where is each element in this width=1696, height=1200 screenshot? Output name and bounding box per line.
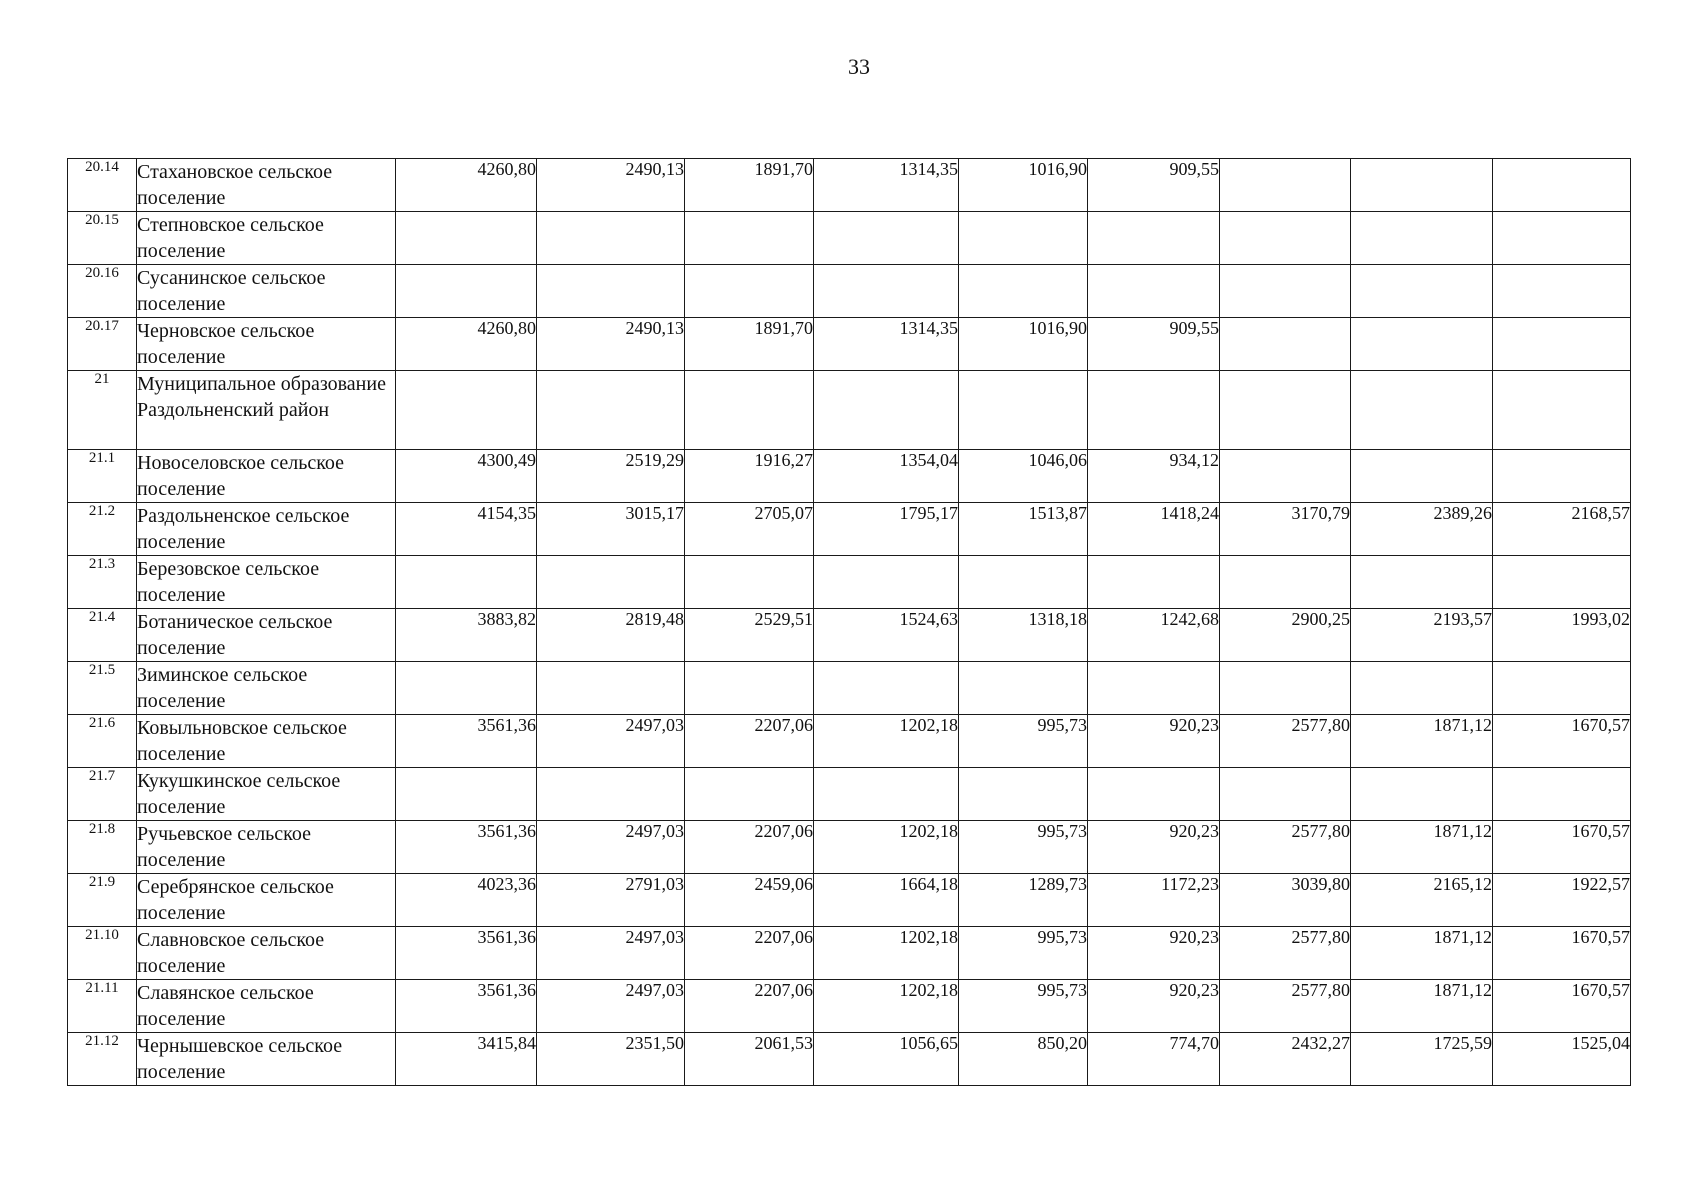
value-cell-col-2: 2519,29 <box>537 450 685 503</box>
value-cell-col-6 <box>1088 265 1220 318</box>
value-cell-col-8: 2165,12 <box>1351 874 1493 927</box>
value-cell-col-9 <box>1493 556 1631 609</box>
value-cell-col-2: 2497,03 <box>537 715 685 768</box>
value-cell-col-3 <box>685 212 814 265</box>
row-number-cell: 21.3 <box>68 556 137 609</box>
settlement-values-table <box>67 158 1631 1086</box>
value-cell-col-2 <box>537 768 685 821</box>
value-cell-col-3: 2705,07 <box>685 503 814 556</box>
value-cell-col-2: 2490,13 <box>537 159 685 212</box>
value-cell-col-9 <box>1493 768 1631 821</box>
table-row <box>68 821 1631 874</box>
settlement-name-cell: Степновское сельское поселение <box>137 212 396 265</box>
settlement-name-cell: Кукушкинское сельское поселение <box>137 768 396 821</box>
settlement-name-cell: Новоселовское сельское поселение <box>137 450 396 503</box>
value-cell-col-4 <box>814 556 959 609</box>
settlement-name-cell: Муниципальное образование Раздольненский район <box>137 371 396 450</box>
value-cell-col-5: 1289,73 <box>959 874 1088 927</box>
value-cell-col-1 <box>396 371 537 450</box>
value-cell-col-8 <box>1351 450 1493 503</box>
value-cell-col-3: 2529,51 <box>685 609 814 662</box>
value-cell-col-3 <box>685 662 814 715</box>
value-cell-col-4: 1795,17 <box>814 503 959 556</box>
value-cell-col-4: 1202,18 <box>814 980 959 1033</box>
value-cell-col-8: 1725,59 <box>1351 1033 1493 1086</box>
value-cell-col-5: 995,73 <box>959 715 1088 768</box>
table-row <box>68 927 1631 980</box>
value-cell-col-7 <box>1220 450 1351 503</box>
value-cell-col-9: 1670,57 <box>1493 927 1631 980</box>
value-cell-col-2: 2497,03 <box>537 821 685 874</box>
settlement-name-cell: Зиминское сельское поселение <box>137 662 396 715</box>
value-cell-col-3: 1891,70 <box>685 318 814 371</box>
value-cell-col-5: 1513,87 <box>959 503 1088 556</box>
value-cell-col-6: 909,55 <box>1088 159 1220 212</box>
table-row <box>68 768 1631 821</box>
row-number-cell: 20.15 <box>68 212 137 265</box>
table-row <box>68 212 1631 265</box>
value-cell-col-6: 774,70 <box>1088 1033 1220 1086</box>
value-cell-col-2: 2490,13 <box>537 318 685 371</box>
value-cell-col-5: 850,20 <box>959 1033 1088 1086</box>
value-cell-col-2 <box>537 371 685 450</box>
value-cell-col-6: 909,55 <box>1088 318 1220 371</box>
value-cell-col-8: 1871,12 <box>1351 821 1493 874</box>
table-row <box>68 503 1631 556</box>
value-cell-col-2: 2819,48 <box>537 609 685 662</box>
value-cell-col-8: 1871,12 <box>1351 927 1493 980</box>
value-cell-col-4: 1202,18 <box>814 821 959 874</box>
value-cell-col-8 <box>1351 662 1493 715</box>
table-row <box>68 556 1631 609</box>
value-cell-col-3: 1891,70 <box>685 159 814 212</box>
settlement-name-cell: Славянское сельское поселение <box>137 980 396 1033</box>
value-cell-col-4: 1524,63 <box>814 609 959 662</box>
table-row <box>68 874 1631 927</box>
value-cell-col-8 <box>1351 768 1493 821</box>
value-cell-col-1: 4260,80 <box>396 318 537 371</box>
row-number-cell: 21 <box>68 371 137 450</box>
settlement-name-cell: Черновское сельское поселение <box>137 318 396 371</box>
settlement-name-cell: Раздольненское сельское поселение <box>137 503 396 556</box>
value-cell-col-1: 3561,36 <box>396 821 537 874</box>
value-cell-col-7 <box>1220 212 1351 265</box>
table-row <box>68 265 1631 318</box>
value-cell-col-7: 2577,80 <box>1220 821 1351 874</box>
value-cell-col-1: 4154,35 <box>396 503 537 556</box>
row-number-cell: 21.10 <box>68 927 137 980</box>
value-cell-col-5 <box>959 768 1088 821</box>
value-cell-col-7 <box>1220 556 1351 609</box>
value-cell-col-5: 1016,90 <box>959 318 1088 371</box>
value-cell-col-1 <box>396 556 537 609</box>
value-cell-col-6 <box>1088 371 1220 450</box>
value-cell-col-4 <box>814 662 959 715</box>
value-cell-col-4: 1056,65 <box>814 1033 959 1086</box>
value-cell-col-5: 995,73 <box>959 821 1088 874</box>
value-cell-col-1 <box>396 662 537 715</box>
value-cell-col-7: 2577,80 <box>1220 715 1351 768</box>
value-cell-col-1 <box>396 265 537 318</box>
row-number-cell: 21.12 <box>68 1033 137 1086</box>
value-cell-col-2 <box>537 212 685 265</box>
table-row <box>68 318 1631 371</box>
row-number-cell: 21.5 <box>68 662 137 715</box>
value-cell-col-1 <box>396 212 537 265</box>
value-cell-col-9: 1670,57 <box>1493 821 1631 874</box>
value-cell-col-4: 1314,35 <box>814 318 959 371</box>
value-cell-col-1: 4300,49 <box>396 450 537 503</box>
row-number-cell: 21.2 <box>68 503 137 556</box>
value-cell-col-2: 2791,03 <box>537 874 685 927</box>
value-cell-col-8: 1871,12 <box>1351 715 1493 768</box>
value-cell-col-4: 1202,18 <box>814 715 959 768</box>
value-cell-col-3: 2207,06 <box>685 821 814 874</box>
value-cell-col-6: 1418,24 <box>1088 503 1220 556</box>
value-cell-col-2 <box>537 265 685 318</box>
value-cell-col-7: 2900,25 <box>1220 609 1351 662</box>
settlement-name-cell: Славновское сельское поселение <box>137 927 396 980</box>
settlement-name-cell: Сусанинское сельское поселение <box>137 265 396 318</box>
value-cell-col-1 <box>396 768 537 821</box>
value-cell-col-7 <box>1220 768 1351 821</box>
value-cell-col-8: 1871,12 <box>1351 980 1493 1033</box>
value-cell-col-9 <box>1493 159 1631 212</box>
value-cell-col-4 <box>814 371 959 450</box>
value-cell-col-8 <box>1351 556 1493 609</box>
value-cell-col-4: 1202,18 <box>814 927 959 980</box>
value-cell-col-9: 2168,57 <box>1493 503 1631 556</box>
value-cell-col-5 <box>959 265 1088 318</box>
value-cell-col-5: 1016,90 <box>959 159 1088 212</box>
value-cell-col-7 <box>1220 159 1351 212</box>
row-number-cell: 21.4 <box>68 609 137 662</box>
value-cell-col-9 <box>1493 662 1631 715</box>
value-cell-col-3: 2459,06 <box>685 874 814 927</box>
value-cell-col-7: 2577,80 <box>1220 980 1351 1033</box>
row-number-cell: 21.8 <box>68 821 137 874</box>
value-cell-col-5 <box>959 556 1088 609</box>
table-body <box>68 159 1631 1086</box>
row-number-cell: 21.6 <box>68 715 137 768</box>
value-cell-col-3: 1916,27 <box>685 450 814 503</box>
value-cell-col-8 <box>1351 265 1493 318</box>
value-cell-col-7 <box>1220 662 1351 715</box>
value-cell-col-2: 2497,03 <box>537 927 685 980</box>
row-number-cell: 21.1 <box>68 450 137 503</box>
value-cell-col-7 <box>1220 371 1351 450</box>
value-cell-col-5 <box>959 662 1088 715</box>
settlement-name-cell: Чернышевское сельское поселение <box>137 1033 396 1086</box>
value-cell-col-7: 2432,27 <box>1220 1033 1351 1086</box>
value-cell-col-9 <box>1493 265 1631 318</box>
settlement-name-cell: Ковыльновское сельское поселение <box>137 715 396 768</box>
value-cell-col-6: 934,12 <box>1088 450 1220 503</box>
value-cell-col-6 <box>1088 662 1220 715</box>
row-number-cell: 20.17 <box>68 318 137 371</box>
value-cell-col-9 <box>1493 450 1631 503</box>
value-cell-col-8: 2389,26 <box>1351 503 1493 556</box>
value-cell-col-8 <box>1351 371 1493 450</box>
value-cell-col-1: 3561,36 <box>396 927 537 980</box>
value-cell-col-9 <box>1493 371 1631 450</box>
table-row <box>68 662 1631 715</box>
value-cell-col-3: 2207,06 <box>685 980 814 1033</box>
row-number-cell: 20.16 <box>68 265 137 318</box>
value-cell-col-9: 1670,57 <box>1493 715 1631 768</box>
row-number-cell: 21.11 <box>68 980 137 1033</box>
row-number-cell: 21.7 <box>68 768 137 821</box>
value-cell-col-5: 1318,18 <box>959 609 1088 662</box>
row-number-cell: 21.9 <box>68 874 137 927</box>
value-cell-col-9 <box>1493 318 1631 371</box>
value-cell-col-2: 2497,03 <box>537 980 685 1033</box>
value-cell-col-6: 920,23 <box>1088 821 1220 874</box>
value-cell-col-8 <box>1351 318 1493 371</box>
value-cell-col-8 <box>1351 159 1493 212</box>
value-cell-col-3 <box>685 265 814 318</box>
value-cell-col-9: 1670,57 <box>1493 980 1631 1033</box>
value-cell-col-6 <box>1088 556 1220 609</box>
value-cell-col-6: 920,23 <box>1088 927 1220 980</box>
value-cell-col-6 <box>1088 212 1220 265</box>
row-number-cell: 20.14 <box>68 159 137 212</box>
value-cell-col-9: 1922,57 <box>1493 874 1631 927</box>
value-cell-col-7 <box>1220 318 1351 371</box>
value-cell-col-2: 2351,50 <box>537 1033 685 1086</box>
value-cell-col-6 <box>1088 768 1220 821</box>
page-number: 33 <box>848 54 870 79</box>
value-cell-col-6: 920,23 <box>1088 980 1220 1033</box>
value-cell-col-2 <box>537 556 685 609</box>
table-row <box>68 450 1631 503</box>
value-cell-col-1: 4023,36 <box>396 874 537 927</box>
value-cell-col-3: 2207,06 <box>685 927 814 980</box>
value-cell-col-5: 995,73 <box>959 980 1088 1033</box>
value-cell-col-5: 995,73 <box>959 927 1088 980</box>
value-cell-col-6: 1242,68 <box>1088 609 1220 662</box>
value-cell-col-1: 3561,36 <box>396 715 537 768</box>
table-row <box>68 715 1631 768</box>
value-cell-col-5 <box>959 371 1088 450</box>
value-cell-col-8 <box>1351 212 1493 265</box>
value-cell-col-4 <box>814 265 959 318</box>
value-cell-col-3 <box>685 556 814 609</box>
value-cell-col-7: 3170,79 <box>1220 503 1351 556</box>
value-cell-col-1: 3415,84 <box>396 1033 537 1086</box>
value-cell-col-1: 3561,36 <box>396 980 537 1033</box>
table-row <box>68 980 1631 1033</box>
value-cell-col-9: 1525,04 <box>1493 1033 1631 1086</box>
value-cell-col-4 <box>814 768 959 821</box>
value-cell-col-8: 2193,57 <box>1351 609 1493 662</box>
value-cell-col-9 <box>1493 212 1631 265</box>
settlement-name-cell: Ручьевское сельское поселение <box>137 821 396 874</box>
value-cell-col-1: 4260,80 <box>396 159 537 212</box>
value-cell-col-2 <box>537 662 685 715</box>
value-cell-col-9: 1993,02 <box>1493 609 1631 662</box>
value-cell-col-3: 2061,53 <box>685 1033 814 1086</box>
table-row <box>68 159 1631 212</box>
value-cell-col-4: 1354,04 <box>814 450 959 503</box>
value-cell-col-1: 3883,82 <box>396 609 537 662</box>
value-cell-col-7: 2577,80 <box>1220 927 1351 980</box>
value-cell-col-6: 1172,23 <box>1088 874 1220 927</box>
value-cell-col-2: 3015,17 <box>537 503 685 556</box>
settlement-name-cell: Серебрянское сельское поселение <box>137 874 396 927</box>
value-cell-col-4 <box>814 212 959 265</box>
value-cell-col-5: 1046,06 <box>959 450 1088 503</box>
settlement-name-cell: Ботаническое сельское поселение <box>137 609 396 662</box>
table-row <box>68 609 1631 662</box>
settlement-name-cell: Стахановское сельское поселение <box>137 159 396 212</box>
table-row <box>68 371 1631 450</box>
value-cell-col-7: 3039,80 <box>1220 874 1351 927</box>
settlement-name-cell: Березовское сельское поселение <box>137 556 396 609</box>
value-cell-col-3 <box>685 371 814 450</box>
value-cell-col-3 <box>685 768 814 821</box>
value-cell-col-4: 1314,35 <box>814 159 959 212</box>
value-cell-col-7 <box>1220 265 1351 318</box>
value-cell-col-5 <box>959 212 1088 265</box>
value-cell-col-3: 2207,06 <box>685 715 814 768</box>
table-row <box>68 1033 1631 1086</box>
value-cell-col-6: 920,23 <box>1088 715 1220 768</box>
value-cell-col-4: 1664,18 <box>814 874 959 927</box>
